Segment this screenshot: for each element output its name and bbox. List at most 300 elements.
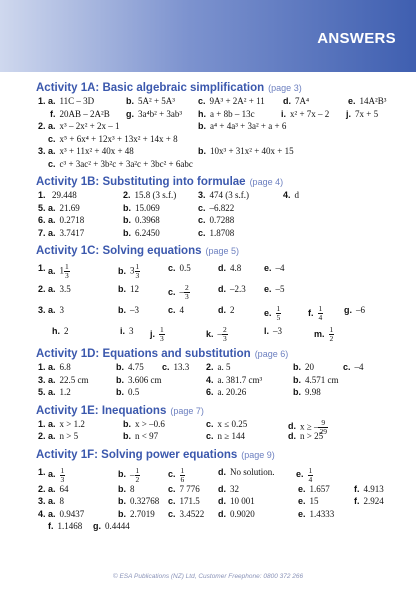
answer-value: 7 776 — [179, 483, 200, 494]
answer-value: 13.3 — [173, 362, 190, 372]
section-page-ref: (page 6) — [254, 349, 289, 359]
question-number: 3. — [38, 374, 46, 385]
answer-row — [38, 484, 398, 497]
answer-item — [293, 375, 339, 385]
part-label: g. — [126, 108, 134, 119]
part-label: 4. — [206, 374, 214, 385]
answer-value: 4.913 — [363, 483, 384, 494]
question-number: 2. — [38, 121, 46, 131]
answer-row — [38, 375, 398, 388]
part-label: b. — [116, 387, 124, 397]
answer-value: 0.9437 — [59, 508, 85, 519]
answer-item — [48, 419, 85, 429]
answer-value: 474 (3 s.f.) — [209, 190, 250, 200]
fraction — [60, 467, 66, 484]
answer-value: 1.2 — [59, 387, 71, 397]
part-label: e. — [348, 96, 356, 106]
part-label: c. — [168, 305, 176, 315]
fraction — [180, 467, 186, 484]
part-label: f. — [308, 307, 314, 318]
part-label: b. — [123, 431, 131, 441]
denominator: 4 — [308, 474, 313, 484]
answer-value: – — [179, 286, 185, 297]
fraction — [135, 467, 141, 484]
part-label: e. — [264, 307, 272, 318]
answer-item — [93, 521, 130, 531]
fraction — [135, 263, 141, 280]
question-number: 2. — [38, 284, 46, 294]
part-label: e. — [264, 284, 272, 294]
answer-item — [48, 263, 70, 280]
answer-value: –3 — [273, 326, 283, 336]
part-label: a. — [48, 202, 56, 213]
activity-section — [38, 176, 398, 240]
activity-section — [38, 82, 398, 171]
answer-item — [264, 284, 285, 294]
answer-item — [206, 375, 262, 385]
answer-value: 2.924 — [363, 496, 384, 506]
answer-value: 3.5 — [59, 284, 71, 294]
answer-item — [298, 496, 319, 506]
part-label: d. — [283, 96, 291, 106]
answer-value: 3 — [59, 305, 65, 315]
answer-row — [38, 215, 398, 228]
answer-item — [293, 387, 321, 397]
answer-item — [206, 362, 231, 372]
answer-item — [198, 96, 265, 106]
answer-value: 20 — [305, 362, 314, 372]
answer-item — [264, 326, 282, 336]
answer-value: 171.5 — [179, 496, 200, 506]
activity-section — [38, 245, 398, 343]
part-label: c. — [168, 496, 176, 506]
answer-value: 3 — [129, 326, 134, 336]
answer-item — [198, 146, 294, 156]
answer-value: –5 — [275, 284, 285, 294]
part-label: b. — [123, 227, 131, 238]
part-label: a. — [48, 227, 56, 238]
answer-item — [354, 496, 384, 506]
answer-value: a. 20.26 — [217, 387, 247, 397]
answer-value: 0.7288 — [209, 215, 235, 225]
answer-item — [218, 496, 255, 506]
answer-value: 3 — [130, 265, 135, 276]
part-label: f. — [48, 521, 54, 531]
answer-value: a + 8b – 13c — [210, 108, 255, 119]
part-label: e. — [298, 508, 306, 519]
answer-value: 14A²B³ — [359, 96, 387, 106]
answer-item — [198, 109, 255, 119]
answer-value: 21.69 — [59, 202, 80, 213]
answer-item — [52, 326, 69, 336]
answer-item — [206, 419, 247, 429]
part-label: a. — [48, 215, 56, 225]
answer-value: 9A³ + 2A² + 11 — [209, 96, 265, 106]
answer-item — [198, 215, 234, 225]
answer-item — [296, 467, 313, 484]
answer-value: a⁴ + 4a³ + 3a² + a + 6 — [210, 121, 287, 131]
denominator: 4 — [318, 313, 323, 322]
question-number: 1. — [38, 96, 46, 106]
answer-row — [38, 463, 398, 484]
answer-item — [126, 109, 182, 119]
denominator: 3 — [160, 334, 164, 343]
answer-item — [162, 362, 189, 372]
part-label: c. — [198, 215, 206, 225]
part-label: c. — [168, 508, 176, 519]
answer-item — [123, 228, 160, 238]
answer-item — [118, 484, 135, 494]
part-label: a. — [48, 374, 56, 385]
part-label: 6. — [206, 387, 214, 397]
answer-value: 2 — [230, 305, 235, 315]
answer-row — [38, 228, 398, 241]
question-number: 3. — [38, 146, 46, 156]
answer-value: 64 — [59, 483, 69, 494]
answer-item — [48, 146, 134, 156]
answer-row — [38, 259, 398, 280]
part-label: b. — [293, 387, 301, 397]
answer-item — [48, 203, 80, 213]
fraction — [318, 305, 324, 322]
answer-value: 3.7417 — [59, 227, 85, 238]
answer-item — [264, 305, 281, 322]
answer-row — [38, 387, 398, 400]
question-number: 2. — [38, 483, 46, 494]
numerator: 1 — [276, 304, 281, 313]
answer-value: –4 — [354, 362, 364, 372]
answer-item — [118, 263, 140, 280]
question-number: 5. — [38, 387, 46, 397]
answer-value: 0.5 — [128, 387, 140, 397]
answers-content — [38, 82, 398, 539]
question-number: 6. — [38, 215, 46, 225]
answer-row — [38, 431, 398, 444]
activity-section — [38, 348, 398, 400]
answer-value: 6.8 — [59, 362, 71, 372]
answer-value: –6.822 — [209, 202, 235, 213]
part-label: a. — [48, 469, 56, 480]
answer-value: 1.8708 — [209, 227, 235, 238]
answer-value: 7x + 5 — [355, 108, 379, 119]
answer-value: x³ – 2x² + 2x – 1 — [59, 121, 120, 131]
answer-item — [168, 305, 184, 315]
answer-row — [38, 280, 398, 301]
part-label: g. — [93, 521, 101, 531]
answer-item — [168, 496, 200, 506]
denominator: 3 — [185, 292, 189, 301]
answer-value: 1 — [59, 265, 65, 276]
answer-item — [48, 431, 78, 441]
answer-value: 15.069 — [135, 202, 160, 213]
part-label: b. — [118, 469, 126, 480]
part-label: d. — [288, 431, 296, 441]
denominator: 2 — [329, 334, 334, 343]
answer-value: 20AB – 2A²B — [59, 108, 110, 119]
section-title-text: Activity 1C: Solving equations — [36, 245, 202, 257]
answer-value: n > 5 — [59, 431, 79, 441]
answer-value: 3.606 cm — [128, 374, 162, 385]
page-title: ANSWERS — [317, 30, 396, 47]
answer-value: – — [217, 328, 223, 339]
numerator: 1 — [329, 325, 334, 334]
part-label: c. — [162, 362, 170, 372]
answer-value: x² + 7x – 2 — [290, 108, 330, 119]
answer-item — [168, 263, 191, 273]
part-label: d. — [218, 483, 226, 494]
numerator: 2 — [223, 325, 227, 334]
question-number: 5. — [38, 202, 46, 213]
part-label: b. — [118, 265, 126, 276]
part-label: a. — [48, 387, 56, 397]
answer-row — [38, 96, 398, 109]
question-number: 1. — [38, 190, 46, 200]
answer-value: 15.8 (3 s.f.) — [134, 190, 177, 200]
part-label: a. — [48, 121, 56, 131]
part-label: c. — [168, 263, 176, 273]
answer-value: a. 381.7 cm³ — [217, 374, 263, 385]
question-number: 1. — [38, 418, 46, 429]
answer-row — [38, 146, 398, 159]
answer-item — [150, 326, 165, 343]
answer-item — [48, 521, 82, 531]
answer-value: 22.5 cm — [59, 374, 89, 385]
part-label: d. — [218, 305, 226, 315]
answer-item — [288, 431, 323, 441]
answer-row — [38, 301, 398, 322]
answer-item — [48, 228, 84, 238]
part-label: 2. — [123, 190, 131, 200]
part-label: d. — [218, 496, 226, 506]
part-label: e. — [264, 263, 272, 273]
answer-value: 8 — [130, 483, 135, 494]
answer-value: 0.5 — [179, 263, 191, 273]
part-label: i. — [281, 108, 287, 119]
answer-item — [218, 305, 235, 315]
part-label: b. — [118, 508, 126, 519]
question-number: 1. — [38, 466, 46, 477]
answer-item — [218, 484, 239, 494]
answer-value: 4 — [179, 305, 185, 315]
section-title — [36, 82, 398, 94]
part-label: j. — [346, 108, 352, 119]
part-label: b. — [198, 146, 206, 156]
part-label: d. — [218, 508, 226, 519]
answer-value: 0.3968 — [135, 215, 160, 225]
section-page-ref: (page 5) — [205, 246, 240, 256]
denominator: 29 — [319, 426, 327, 436]
answer-item — [198, 203, 234, 213]
section-page-ref: (page 7) — [170, 405, 204, 416]
answer-item — [48, 305, 64, 315]
numerator: 2 — [185, 283, 189, 292]
answer-item — [218, 509, 255, 519]
activity-section — [38, 405, 398, 444]
answer-row — [38, 109, 398, 122]
part-label: b. — [198, 121, 206, 131]
numerator: 1 — [308, 465, 313, 475]
answer-item — [48, 121, 120, 131]
answer-item — [168, 484, 200, 494]
section-page-ref: (page 4) — [249, 177, 284, 187]
answer-value: n > 25 — [300, 431, 324, 441]
answer-item — [218, 467, 275, 477]
answer-value: n < 97 — [135, 431, 159, 441]
section-page-ref: (page 3) — [268, 83, 302, 93]
answer-item — [48, 96, 94, 106]
answer-item — [48, 284, 71, 294]
answer-item — [48, 362, 71, 372]
fraction — [159, 326, 165, 343]
section-title-text: Activity 1B: Substituting into formulae — [36, 176, 246, 188]
question-number: 1. — [38, 263, 46, 273]
question-number: 2. — [38, 431, 46, 441]
question-number: 4. — [38, 508, 46, 519]
answer-row — [38, 362, 398, 375]
answer-row — [38, 509, 398, 522]
answer-item — [298, 509, 334, 519]
answer-value: 15 — [309, 496, 319, 506]
answer-value: 4.75 — [128, 362, 144, 372]
part-label: a. — [48, 362, 56, 372]
answer-item — [48, 375, 89, 385]
section-title-text: Activity 1F: Solving power equations — [36, 448, 238, 461]
answer-value: 10x³ + 31x² + 40x + 15 — [210, 146, 294, 156]
answer-item — [116, 387, 139, 397]
answer-item — [123, 215, 160, 225]
numerator: 1 — [180, 465, 185, 475]
answer-item — [283, 96, 309, 106]
part-label: a. — [48, 96, 56, 106]
part-label: 3. — [198, 190, 206, 200]
answer-row — [38, 496, 398, 509]
answer-item — [118, 509, 155, 519]
section-page-ref: (page 9) — [241, 449, 275, 460]
denominator: 3 — [135, 271, 140, 280]
answer-value: –2.3 — [230, 284, 246, 294]
answer-item — [118, 496, 159, 506]
part-label: h. — [52, 326, 60, 336]
answer-value: 10 001 — [230, 496, 255, 506]
part-label: 2. — [206, 362, 214, 372]
answer-item — [118, 467, 140, 484]
answer-value: 11C – 3D — [59, 96, 95, 106]
answer-value: 2 — [64, 326, 69, 336]
activity-section — [38, 449, 398, 534]
answer-item — [206, 326, 228, 343]
part-label: c. — [48, 133, 56, 144]
part-label: b. — [123, 202, 131, 213]
answer-value: x ≤ 0.25 — [217, 418, 248, 429]
numerator: 1 — [160, 325, 164, 334]
answer-item — [48, 509, 84, 519]
answer-row — [38, 134, 398, 147]
part-label: b. — [118, 496, 126, 506]
answer-item — [283, 190, 299, 200]
section-title-text: Activity 1D: Equations and substitution — [36, 348, 251, 360]
denominator: 5 — [276, 313, 281, 322]
answer-item — [48, 215, 84, 225]
answer-value: 2.7019 — [130, 508, 155, 519]
answer-value: x > 1.2 — [59, 418, 85, 429]
answer-value: 1.4333 — [309, 508, 335, 519]
answer-item — [198, 121, 286, 131]
answer-item — [48, 134, 178, 144]
answer-value: c³ + 3ac² + 3b²c + 3a²c + 3bc² + 6abc — [59, 158, 193, 169]
answer-row — [38, 121, 398, 134]
part-label: m. — [314, 328, 325, 339]
answer-value: –6 — [356, 305, 365, 315]
part-label: f. — [354, 483, 360, 494]
part-label: f. — [354, 496, 360, 506]
answer-value: 4.571 cm — [305, 374, 339, 385]
answer-item — [168, 467, 185, 484]
fraction — [276, 305, 282, 322]
part-label: b. — [116, 362, 124, 372]
answer-item — [123, 190, 176, 200]
section-title-text: Activity 1E: Inequations — [36, 404, 167, 417]
answer-item — [206, 387, 246, 397]
answer-value: –4 — [275, 263, 285, 273]
answer-item — [314, 326, 334, 343]
answer-value: 1.1468 — [57, 521, 83, 531]
part-label: a. — [48, 508, 56, 519]
answer-value: 29.448 — [52, 190, 77, 200]
section-title — [36, 449, 398, 461]
answer-item — [48, 190, 77, 200]
part-label: b. — [293, 374, 301, 385]
answer-row — [38, 190, 398, 203]
answer-item — [206, 431, 245, 441]
answer-value: –3 — [130, 305, 139, 315]
answer-value: 32 — [230, 483, 239, 494]
answer-item — [348, 96, 386, 106]
part-label: d. — [218, 284, 226, 294]
answer-item — [116, 362, 144, 372]
answer-value: x > –0.6 — [135, 418, 165, 429]
footer-text: © ESA Publications (NZ) Ltd, Customer Freephone: 0800 372 266 — [112, 573, 304, 580]
denominator: 3 — [65, 271, 69, 280]
answer-value: 0.4444 — [105, 521, 130, 531]
answer-row — [38, 203, 398, 216]
answer-item — [48, 484, 69, 494]
part-label: c. — [198, 96, 206, 106]
answer-item — [48, 387, 71, 397]
answer-row — [38, 159, 398, 172]
part-label: c. — [343, 362, 351, 372]
answer-item — [118, 284, 139, 294]
answer-item — [123, 431, 158, 441]
answer-item — [281, 109, 329, 119]
part-label: a. — [48, 305, 56, 315]
part-label: b. — [118, 305, 126, 315]
answer-value: 1.657 — [309, 483, 330, 494]
part-label: c. — [198, 227, 206, 238]
answer-value: 5A² + 5A³ — [138, 96, 175, 106]
answer-value: 0.32768 — [130, 496, 160, 506]
answer-item — [126, 96, 175, 106]
part-label: k. — [206, 328, 214, 339]
answer-value: 8 — [59, 496, 65, 506]
part-label: b. — [118, 483, 126, 494]
part-label: c. — [168, 286, 176, 297]
denominator: 6 — [180, 474, 185, 484]
part-label: c. — [48, 158, 56, 169]
part-label: b. — [123, 215, 131, 225]
denominator: 3 — [60, 474, 65, 484]
fraction — [222, 326, 228, 343]
part-label: d. — [218, 263, 226, 273]
